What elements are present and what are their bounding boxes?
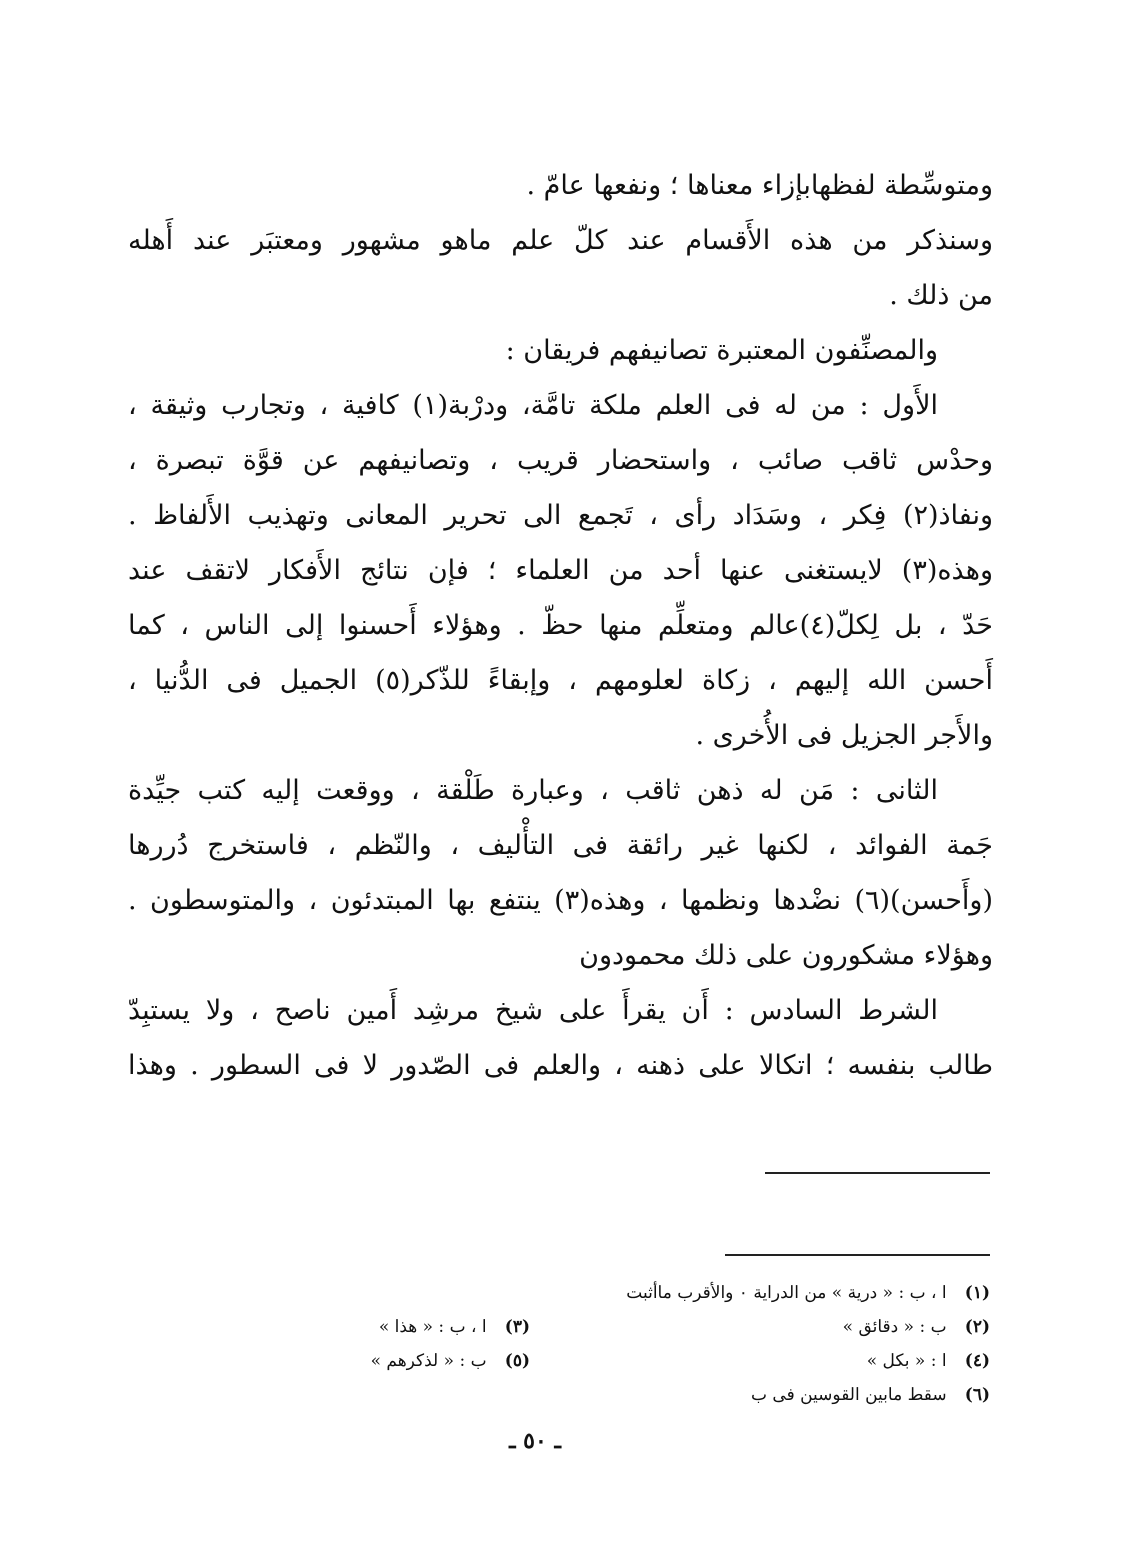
footnote-number: (١) <box>964 1283 990 1303</box>
text-line: من ذلك . <box>889 280 993 311</box>
footnote-separator <box>725 1254 990 1256</box>
heading-underline <box>765 1172 990 1174</box>
footnote-number: (٤) <box>964 1351 990 1371</box>
footnote-text: سقط مابين القوسين فى ب <box>751 1385 947 1405</box>
footnote-2 <box>843 1310 990 1344</box>
text-line: ونفاذ(٢) فِكر ، وسَدَاد رأى ، تَجمع الى تحرير المعانى وتهذيب الأَلفاظ . <box>128 500 993 531</box>
section-heading-line: الشرط السادس : أَن يقرأَ على شيخ مرشِد أَمين ناصح ، ولا يستبِدّ <box>128 995 938 1026</box>
text-line: وحدْس ثاقب صائب ، واستحضار قريب ، وتصانيفهم عن قوَّة تبصرة ، <box>128 445 993 476</box>
footnote-1 <box>626 1276 990 1310</box>
footnote-text: ا ، ب : « درية » من الدراية ٠ والأقرب ماأثبت <box>626 1283 947 1303</box>
footnote-4 <box>867 1344 990 1378</box>
footnote-row <box>300 1276 990 1310</box>
footnote-row <box>300 1344 990 1378</box>
text-line: وهؤلاء مشكورون على ذلك محمودون <box>579 940 993 971</box>
footnotes <box>300 1276 990 1412</box>
footnote-number: (٥) <box>504 1351 530 1371</box>
footnote-number: (٦) <box>964 1385 990 1405</box>
text-line: طالب بنفسه ؛ اتكالا على ذهنه ، والعلم فى الصّدور لا فى السطور . وهذا <box>128 1050 993 1081</box>
text-line: أَحسن الله إليهم ، زكاة لعلومهم ، وإبقاءً للذّكر(٥) الجميل فى الدُّنيا ، <box>128 665 993 696</box>
text-line: والأَجر الجزيل فى الأُخرى . <box>695 720 993 751</box>
footnote-text: ب : « لذكرهم » <box>370 1351 487 1371</box>
text-line: ومتوسِّطة لفظهابإزاء معناها ؛ ونفعها عامّ . <box>526 170 993 201</box>
text-line: وهذه(٣) لايستغنى عنها أحد من العلماء ؛ فإن نتائج الأَفكار لاتقف عند <box>128 555 993 586</box>
footnote-number: (٢) <box>964 1317 990 1337</box>
footnote-number: (٣) <box>504 1317 530 1337</box>
text-line: الثانى : مَن له ذهن ثاقب ، وعبارة طَلْقة ، ووقعت إليه كتب جيِّدة <box>128 775 938 806</box>
footnote-3 <box>379 1310 530 1344</box>
text-line: وسنذكر من هذه الأَقسام عند كلّ علم ماهو مشهور ومعتبَر عند أَهله <box>128 225 993 256</box>
text-line: حَدّ ، بل لِكلّ(٤)عالم ومتعلِّم منها حظّ . وهؤلاء أَحسنوا إلى الناس ، كما <box>128 610 993 641</box>
text-line: (وأَحسن)(٦) نضْدها ونظمها ، وهذه(٣) ينتفع بها المبتدئون ، والمتوسطون . <box>128 885 993 916</box>
text-line: جَمة الفوائد ، لكنها غير رائقة فى التأْليف ، والنّظم ، فاستخرج دُررها <box>128 830 993 861</box>
text-line: والمصنِّفون المعتبرة تصانيفهم فريقان : <box>505 335 938 366</box>
footnote-text: ا : « بكل » <box>866 1351 947 1371</box>
footnote-text: ب : « دقائق » <box>842 1317 947 1337</box>
footnote-text: ا ، ب : « هذا » <box>378 1317 487 1337</box>
footnote-row <box>300 1310 990 1344</box>
footnote-5 <box>371 1344 530 1378</box>
footnote-6 <box>751 1378 990 1412</box>
footnote-row <box>300 1378 990 1412</box>
main-text <box>128 158 993 1093</box>
text-line: الأَول : من له فى العلم ملكة تامَّة، ودرْبة(١) كافية ، وتجارب وثيقة ، <box>128 390 938 421</box>
page-number: ـ ٥٠ ـ <box>509 1428 561 1454</box>
